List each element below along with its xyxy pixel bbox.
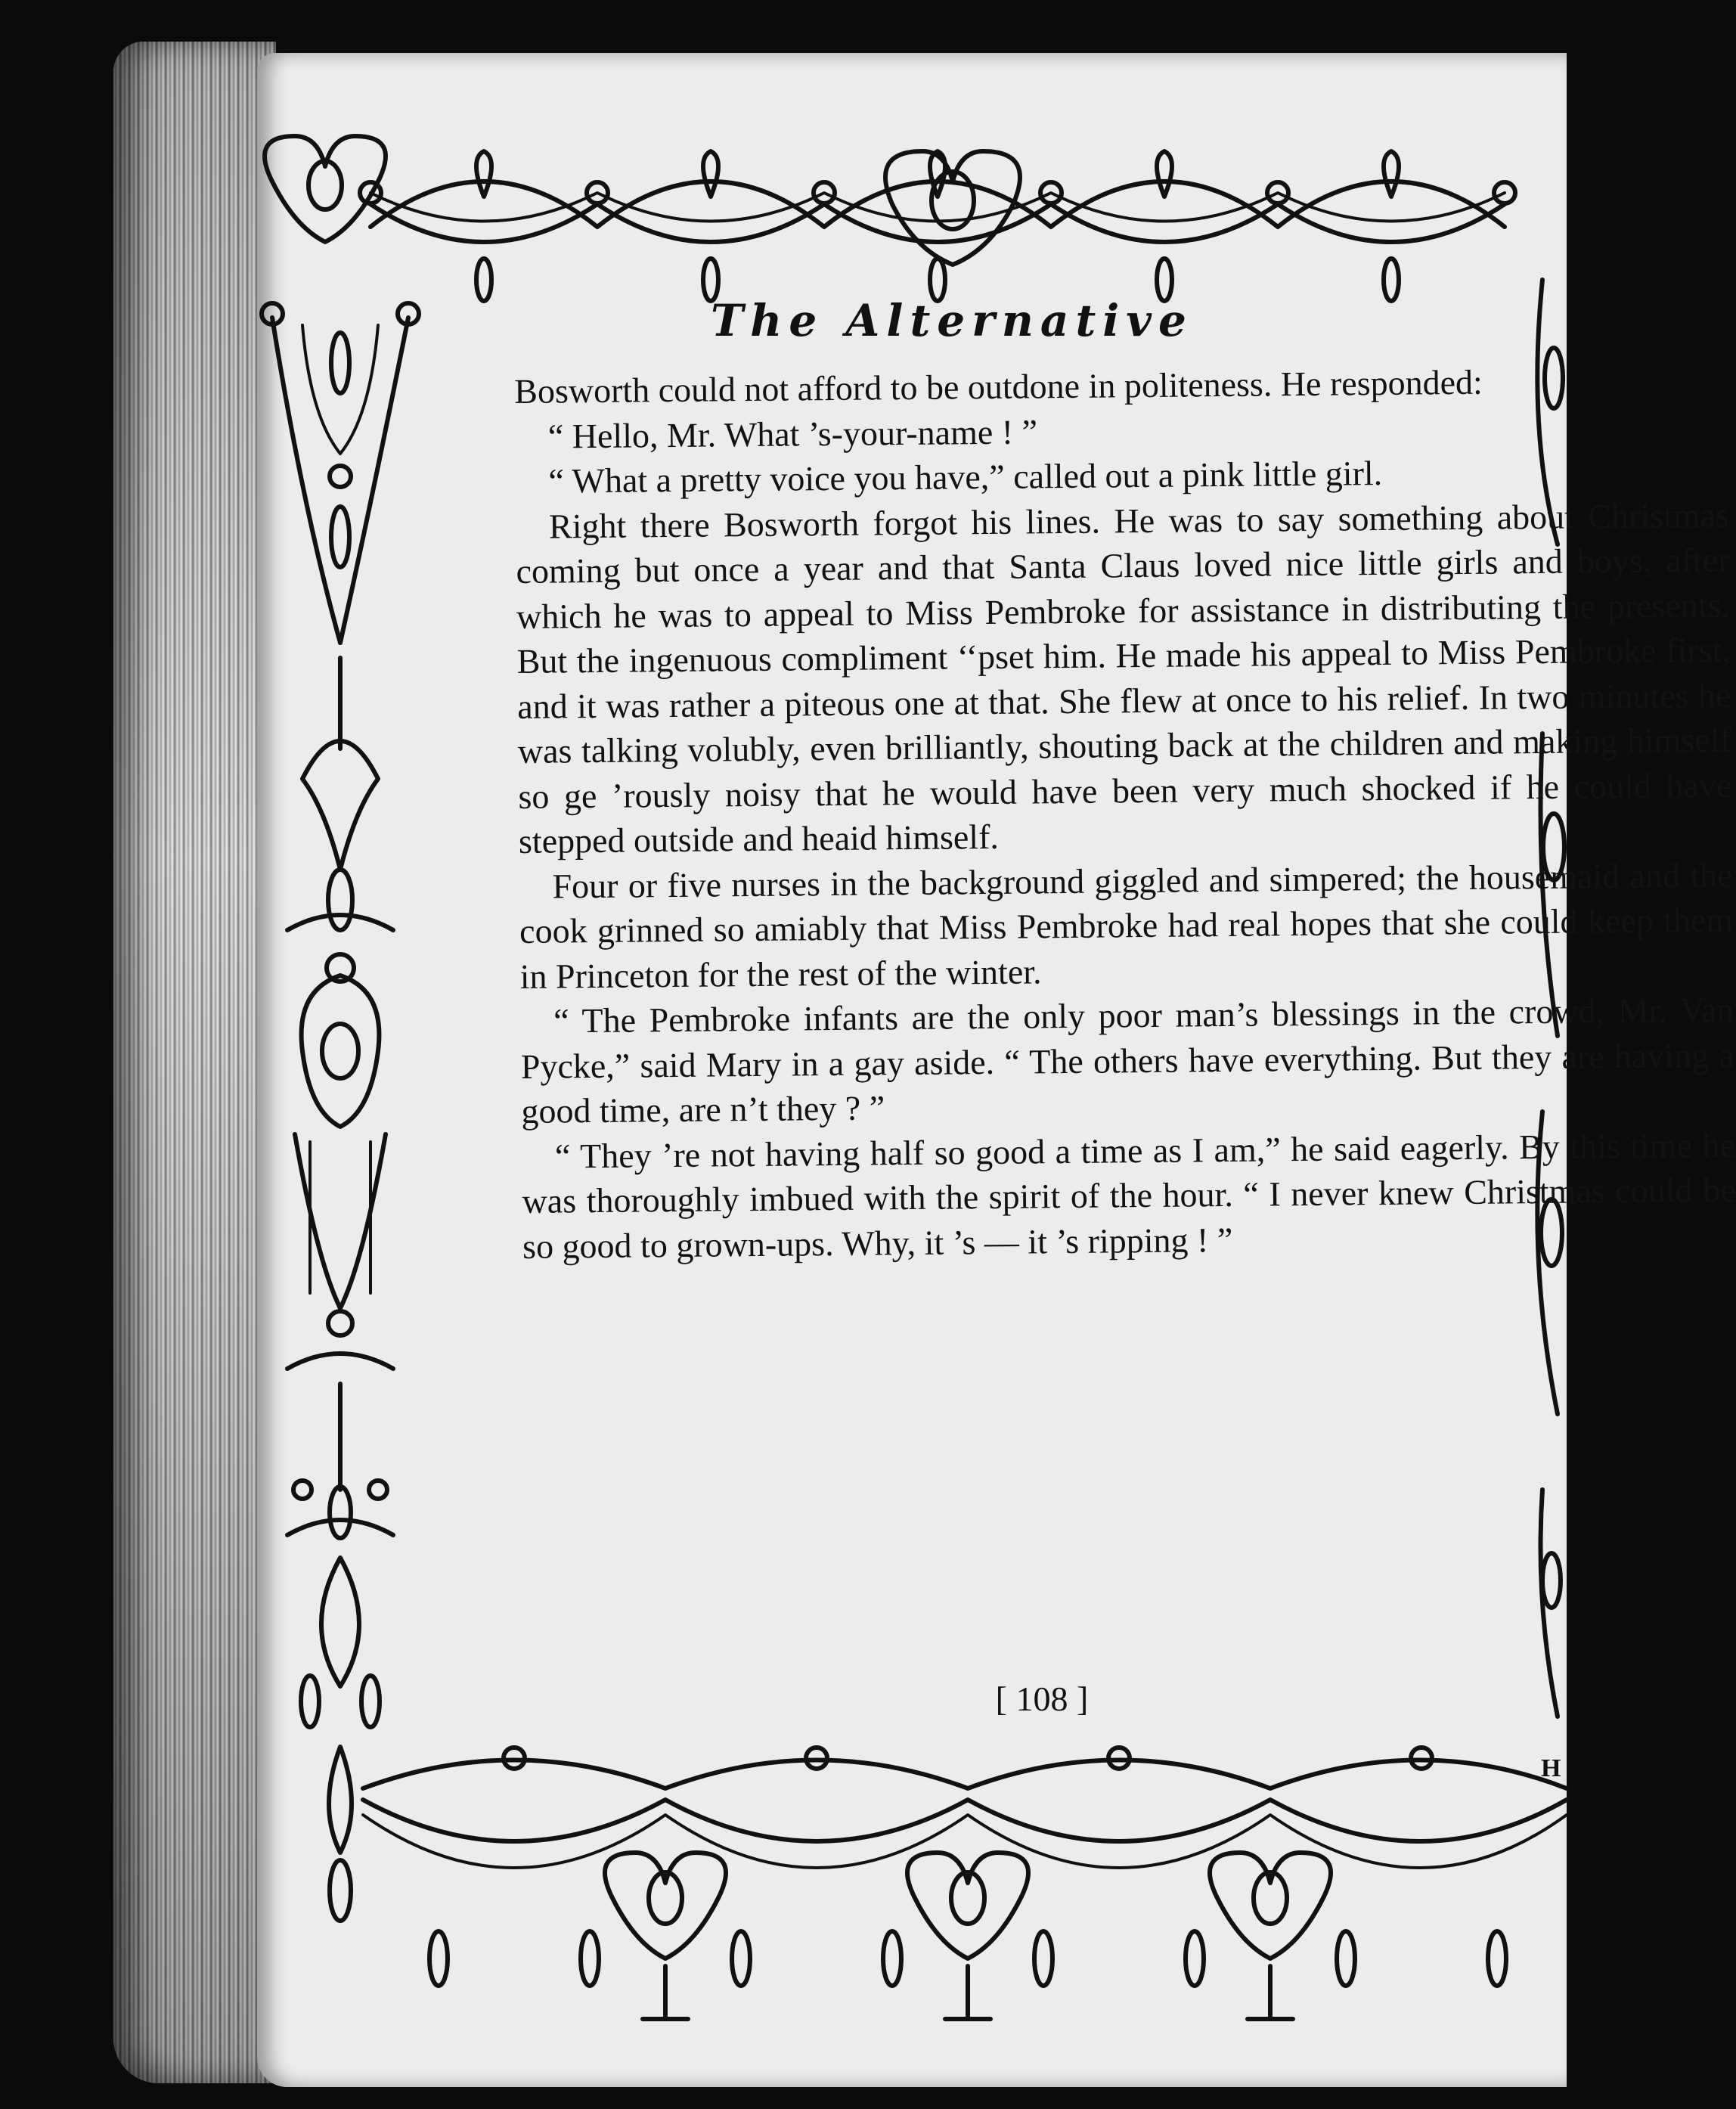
paragraph: Bosworth could not afford to be outdone in politeness. He responded: bbox=[514, 362, 1483, 411]
paragraph: “ Hello, Mr. What ’s-your-name ! ” bbox=[547, 411, 1038, 456]
top-center-heart-medallion bbox=[885, 151, 1020, 265]
book-page-edges bbox=[113, 42, 276, 2083]
paragraph: “ The Pembroke infants are the only poor man’s blessings in the crowd, Mr. Van Pycke,” said Mary in a gay aside. “ The others have everything. But they are having a good time, are n’t they ? ” bbox=[520, 990, 1735, 1130]
top-swag-garland-border bbox=[265, 136, 1515, 301]
top-left-heart-medallion bbox=[265, 136, 386, 242]
paragraph: Four or five nurses in the background giggled and simpered; the housemaid and the cook grinned so amiably that Miss Pembroke had real hopes that she could keep them in Princeton for the rest of the winter. bbox=[519, 855, 1734, 996]
body-text bbox=[514, 358, 1736, 1269]
page-title: The Alternative bbox=[711, 295, 1193, 346]
bottom-heart-medallion-2 bbox=[907, 1853, 1028, 2019]
paragraph: “ What a pretty voice you have,” called out a pink little girl. bbox=[548, 453, 1383, 501]
bottom-heart-medallion-1 bbox=[605, 1853, 726, 2019]
facing-page-fragment: H bbox=[1541, 1754, 1561, 1782]
paragraph: Right there Bosworth forgot his lines. He was to say something about Christmas coming but once a year and that Santa Claus loved nice little girls and boys, after which he was to appeal to Miss Pembroke for assistance in distributing the presents. But the ingenuous compliment ‘‘pset him. He made his appeal to Miss Pembroke first, and it was rather a piteous one at that. She flew at once to his relief. In two minutes he was talking volubly, even brilliantly, shouting back at the children and making himself so ge ’rously noisy that he would have been very much shocked if he could have stepped outside and heaid himself. bbox=[516, 495, 1732, 861]
book-page bbox=[257, 53, 1736, 2087]
bottom-swag-garland-border bbox=[363, 1748, 1567, 2019]
left-medallion bbox=[302, 954, 380, 1127]
left-pendant-column bbox=[262, 303, 419, 1921]
paragraph: “ They ’re not having half so good a time as I am,” he said eagerly. By this time he was thoroughly imbued with the spirit of the hour. “ I never knew Christmas could be so good to grown-ups. Why, it ’s — it ’s ripping ! ” bbox=[522, 1125, 1736, 1266]
page-number: [ 108 ] bbox=[995, 1679, 1089, 1718]
bottom-heart-medallion-3 bbox=[1210, 1853, 1331, 2019]
